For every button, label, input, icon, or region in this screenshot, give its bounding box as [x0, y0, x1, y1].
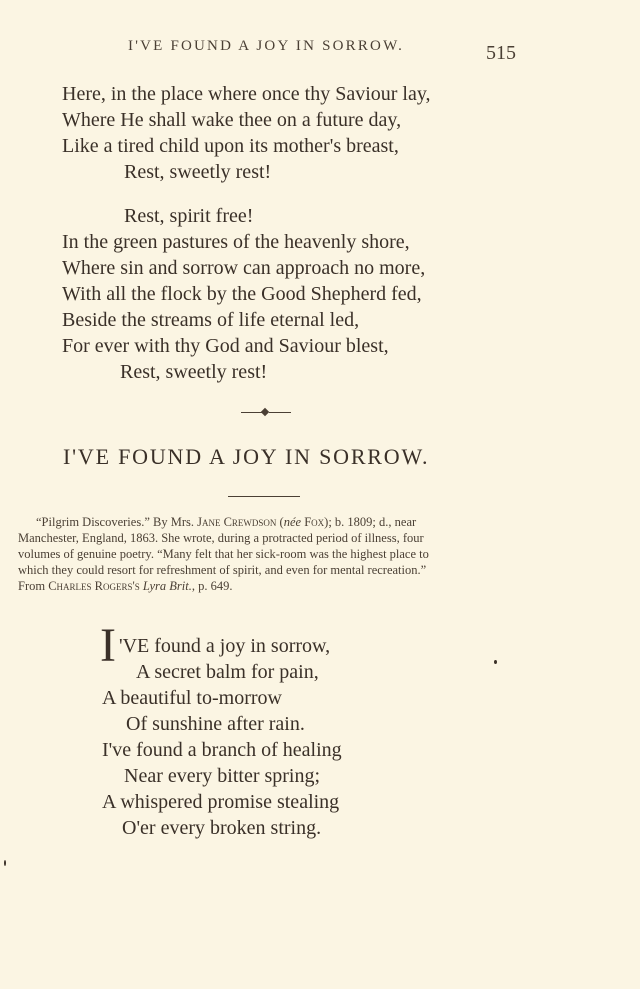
- poem-line: 'VE found a joy in sorrow,: [119, 635, 331, 657]
- poem-line: A beautiful to-morrow: [102, 687, 282, 709]
- ink-speck: [494, 660, 497, 664]
- poem-line: For ever with thy God and Saviour blest,: [62, 335, 389, 357]
- poem-line: O'er every broken string.: [122, 817, 322, 839]
- note-line: [36, 514, 528, 530]
- note-source-author: Charles Rogers's: [48, 579, 140, 593]
- poem-line: With all the flock by the Good Shepherd fed,: [62, 283, 422, 305]
- poem-line: Where He shall wake thee on a future day,: [62, 109, 402, 131]
- note-text: ); b. 1809; d., near: [324, 515, 417, 529]
- note-line: volumes of genuine poetry. “Many felt that her sick-room was the highest place to: [18, 547, 429, 561]
- note-author: Jane Crewdson: [197, 515, 277, 529]
- page-number: 515: [486, 42, 516, 64]
- running-head: I'VE FOUND A JOY IN SORROW.: [128, 38, 405, 54]
- note-line: Manchester, England, 1863. She wrote, during a protracted period of illness, four: [18, 531, 424, 545]
- note-text: , p. 649.: [191, 579, 233, 593]
- section-ornament: [241, 406, 291, 418]
- poem-line: Of sunshine after rain.: [126, 713, 305, 735]
- ornament-diamond: [261, 408, 269, 416]
- note-text: “Pilgrim Discoveries.” By Mrs.: [36, 515, 198, 529]
- hymn-title: I'VE FOUND A JOY IN SORROW.: [63, 444, 430, 469]
- note-source-title: Lyra Brit.: [142, 579, 192, 593]
- poem-line: Like a tired child upon its mother's breast,: [62, 135, 399, 157]
- poem-line: Here, in the place where once thy Saviour lay,: [62, 83, 431, 105]
- note-line: [18, 578, 510, 594]
- drop-cap: I: [100, 619, 116, 672]
- poem-line: Near every bitter spring;: [124, 765, 321, 787]
- note-text: (: [276, 515, 284, 529]
- ornament-rule-left: [241, 412, 263, 413]
- poem-refrain: Rest, sweetly rest!: [120, 361, 268, 383]
- margin-mark: [4, 860, 6, 866]
- poem-line: A whispered promise stealing: [102, 791, 340, 813]
- note-text: From: [18, 579, 49, 593]
- poem-line: Where sin and sorrow can approach no more,: [62, 257, 426, 279]
- title-rule: [228, 496, 300, 497]
- poem-refrain: Rest, sweetly rest!: [124, 161, 272, 183]
- poem-line: I've found a branch of healing: [102, 739, 342, 761]
- ornament-rule-right: [269, 412, 291, 413]
- note-line: which they could resort for refreshment of spirit, and even for mental recreation.”: [18, 563, 427, 577]
- note-maiden-name: Fox: [304, 515, 325, 529]
- poem-line: A secret balm for pain,: [136, 661, 319, 683]
- note-nee: née: [283, 515, 302, 529]
- poem-line: In the green pastures of the heavenly shore,: [62, 231, 410, 253]
- poem-line: Rest, spirit free!: [124, 205, 254, 227]
- poem-line: Beside the streams of life eternal led,: [62, 309, 360, 331]
